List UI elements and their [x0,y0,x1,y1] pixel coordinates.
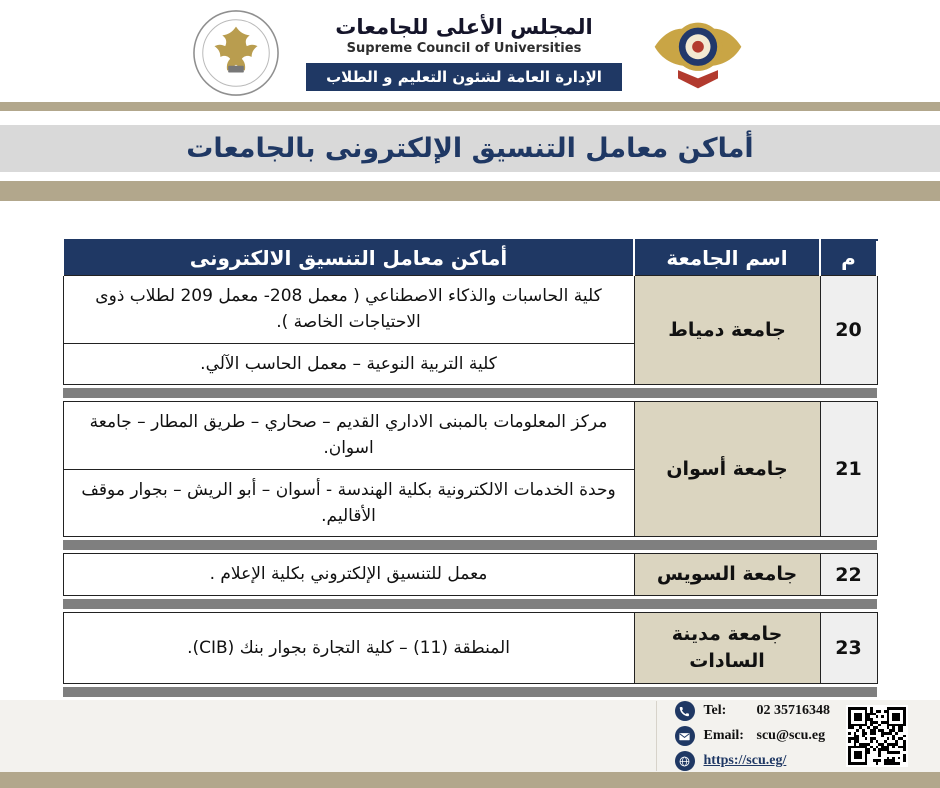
qr-code [846,705,908,767]
col-header-num: م [820,240,877,276]
lab-location: المنطقة (11) – كلية التجارة بجوار بنك (CIB). [63,612,634,683]
row-separator [63,595,877,612]
labs-table [62,239,878,700]
page-title: أماكن معامل التنسيق الإلكترونى بالجامعات [186,133,754,164]
separator-bar [63,388,877,398]
row-separator [63,385,877,402]
table-row-damietta [63,276,877,344]
separator-bar [63,687,877,697]
col-header-university: اسم الجامعة [634,240,820,276]
phone-label: Tel: [703,703,727,718]
supreme-council-of-universities-emblem-icon [648,12,748,94]
table-row-aswan [63,402,877,470]
university-name: جامعة أسوان [634,402,820,537]
row-separator [63,537,877,554]
separator-bar [63,540,877,550]
table-header-row [63,240,877,276]
lab-location: مركز المعلومات بالمبنى الاداري القديم – صحاري – طريق المطار – جامعة اسوان. [63,402,634,470]
row-number: 22 [820,554,877,595]
contact-website [675,751,831,771]
globe-icon [675,751,695,771]
table-row-sadat-city [63,612,877,683]
contact-footer [0,700,940,772]
row-separator [63,684,877,701]
gold-divider-under-title [0,181,940,201]
lab-location: كلية الحاسبات والذكاء الاصطناعي ( معمل 208- معمل 209 لطلاب ذوى الاحتياجات الخاصة ). [63,276,634,344]
website-link[interactable]: https://scu.eg/ [703,753,787,768]
phone-icon [675,701,695,721]
university-name: جامعة السويس [634,554,820,595]
email-value: scu@scu.eg [756,728,826,743]
lab-location: معمل للتنسيق الإلكتروني بكلية الإعلام . [63,554,634,595]
page-title-strip [0,125,940,172]
department-banner: الإدارة العامة لشئون التعليم و الطلاب [306,63,622,91]
organization-titles [306,15,622,91]
lab-location: كلية التربية النوعية – معمل الحاسب الآلي. [63,343,634,384]
contact-phone [675,701,831,721]
email-label: Email: [703,728,744,743]
org-name-english: Supreme Council of Universities [346,41,582,56]
separator-bar [63,599,877,609]
university-name: جامعة مدينة السادات [634,612,820,683]
table-row-suez [63,554,877,595]
col-header-locations: أماكن معامل التنسيق الالكترونى [63,240,634,276]
gold-divider-bottom [0,772,940,788]
phone-value: 02 35716348 [756,703,830,718]
university-name: جامعة دمياط [634,276,820,385]
ministry-of-higher-education-seal-icon [192,9,280,97]
row-number: 20 [820,276,877,385]
lab-location: وحدة الخدمات الالكترونية بكلية الهندسة - أسوان – أبو الريش – بجوار موقف الأقاليم. [63,469,634,537]
contact-email [675,726,831,746]
row-number: 23 [820,612,877,683]
gold-divider-top [0,102,940,111]
envelope-icon [675,726,695,746]
row-number: 21 [820,402,877,537]
org-name-arabic: المجلس الأعلى للجامعات [335,15,593,39]
document-header [0,0,940,102]
contact-block [656,701,831,771]
labs-table-wrapper [62,239,878,700]
